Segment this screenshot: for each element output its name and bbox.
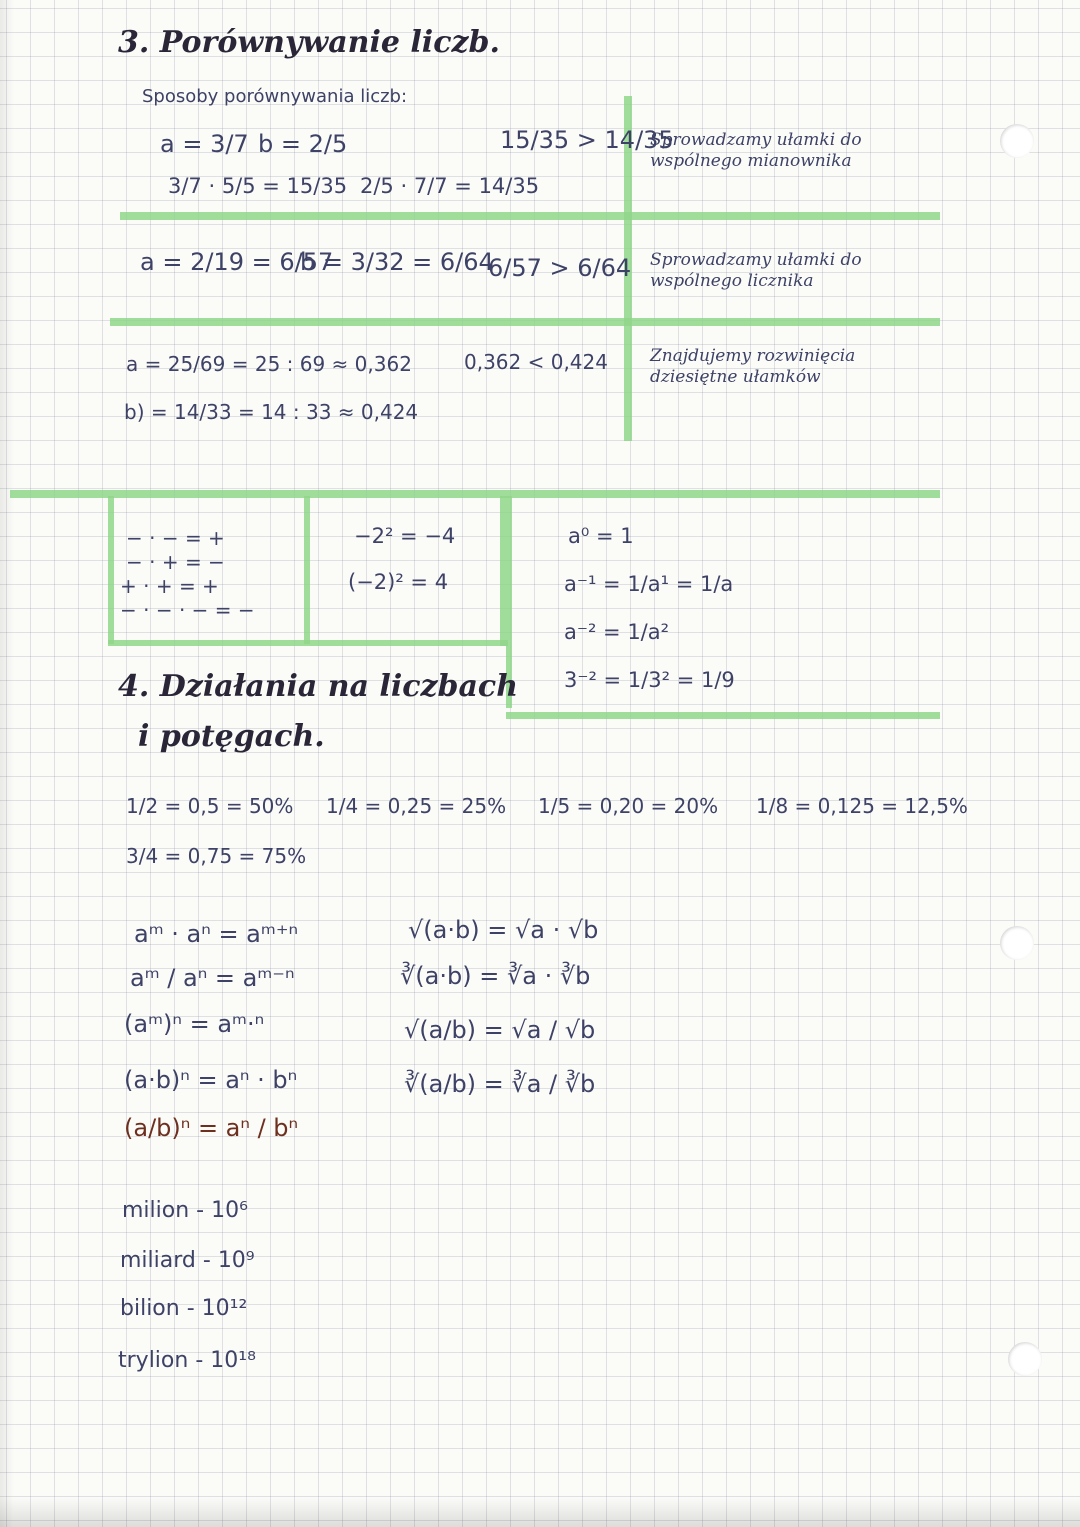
method1-a-def: a = 3/7 — [160, 130, 249, 158]
punch-hole-top — [1000, 124, 1034, 158]
power-rule-multiply: aᵐ · aⁿ = aᵐ⁺ⁿ — [134, 920, 299, 948]
negative-power-2: a⁻² = 1/a² — [564, 620, 670, 644]
punch-hole-bottom — [1008, 1342, 1042, 1376]
page-bottom-shadow — [0, 1497, 1080, 1527]
method1-compare: 15/35 > 14/35 — [500, 126, 674, 154]
square-example-2: (−2)² = 4 — [348, 570, 449, 594]
number-name-billion: miliard - 10⁹ — [120, 1248, 255, 1273]
million-label: milion — [122, 1198, 190, 1223]
green-divider-2 — [110, 318, 940, 326]
method1-b-calc: 2/5 · 7/7 = 14/35 — [360, 174, 540, 198]
signs-box-bottom — [108, 640, 508, 646]
method2-b-def: b = 3/32 = 6/64 — [300, 248, 494, 276]
method3-a-line: a = 25/69 = 25 : 69 ≈ 0,362 — [126, 352, 412, 376]
method3-note: Znajdujemy rozwinięcia dziesiętne ułamków — [650, 346, 856, 388]
sign-rule-3: + · + = + — [120, 574, 219, 598]
conversion-quarter: 1/4 = 0,25 = 25% — [326, 794, 507, 818]
section3-title: 3. Porównywanie liczb. — [118, 25, 500, 60]
sign-rule-1: − · − = + — [126, 526, 225, 550]
method2-note: Sprowadzamy ułamki do wspólnego licznika — [650, 250, 862, 292]
billion-label: miliard — [120, 1248, 196, 1273]
power-rule-quotient: (a/b)ⁿ = aⁿ / bⁿ — [124, 1114, 299, 1142]
trillion-label: bilion — [120, 1296, 180, 1321]
power-rule-power: (aᵐ)ⁿ = aᵐ·ⁿ — [124, 1010, 265, 1038]
conversion-half: 1/2 = 0,5 = 50% — [126, 794, 294, 818]
method1-a-calc: 3/7 · 5/5 = 15/35 — [168, 174, 348, 198]
green-divider-3 — [10, 490, 940, 498]
method3-b-line: b) = 14/33 = 14 : 33 ≈ 0,424 — [124, 400, 419, 424]
trillion-value: 10¹² — [201, 1296, 248, 1321]
root-rule-square-product: √(a·b) = √a · √b — [408, 916, 599, 944]
green-divider-1 — [120, 212, 940, 220]
method1-b-def: b = 2/5 — [258, 130, 348, 158]
punch-hole-middle — [1000, 926, 1034, 960]
billion-value: 10⁹ — [217, 1248, 255, 1273]
root-rule-square-quotient: √(a/b) = √a / √b — [404, 1016, 596, 1044]
page-edge-shadow — [0, 0, 14, 1527]
sign-rule-2: − · + = − — [126, 550, 225, 574]
conversion-eighth: 1/8 = 0,125 = 12,5% — [756, 794, 968, 818]
negative-power-1: a⁻¹ = 1/a¹ = 1/a — [564, 572, 734, 596]
square-example-1: −2² = −4 — [354, 524, 456, 548]
negative-power-example: 3⁻² = 1/3² = 1/9 — [564, 668, 735, 692]
number-name-trillion: bilion - 10¹² — [120, 1296, 248, 1321]
method1-note: Sprowadzamy ułamki do wspólnego mianownika — [650, 130, 862, 172]
number-name-million: milion - 10⁶ — [122, 1198, 248, 1223]
zero-power-rule: a⁰ = 1 — [568, 524, 634, 548]
section4-title-line1: 4. Działania na liczbach — [118, 669, 519, 704]
power-rule-divide: aᵐ / aⁿ = aᵐ⁻ⁿ — [130, 964, 295, 992]
section3-subtitle: Sposoby porównywania liczb: — [142, 86, 408, 107]
method2-a-def: a = 2/19 = 6/57 — [140, 248, 334, 276]
number-name-trylion: trylion - 10¹⁸ — [118, 1348, 256, 1373]
section4-title-line2: i potęgach. — [138, 719, 325, 754]
root-rule-cube-product: ∛(a·b) = ∛a · ∛b — [400, 962, 591, 990]
million-value: 10⁶ — [211, 1198, 248, 1223]
signs-box-mid — [304, 496, 310, 644]
conversion-fifth: 1/5 = 0,20 = 20% — [538, 794, 719, 818]
sign-rule-4: − · − · − = − — [120, 598, 255, 622]
method2-compare: 6/57 > 6/64 — [488, 254, 632, 282]
root-rule-cube-quotient: ∛(a/b) = ∛a / ∛b — [404, 1070, 596, 1098]
powers-box-bottom — [506, 712, 940, 719]
signs-box-left — [108, 496, 114, 644]
power-rule-product: (a·b)ⁿ = aⁿ · bⁿ — [124, 1066, 298, 1094]
trylion-label: trylion — [118, 1348, 189, 1373]
method3-compare: 0,362 < 0,424 — [464, 350, 608, 374]
conversion-three-quarters: 3/4 = 0,75 = 75% — [126, 844, 307, 868]
trylion-value: 10¹⁸ — [210, 1348, 256, 1373]
